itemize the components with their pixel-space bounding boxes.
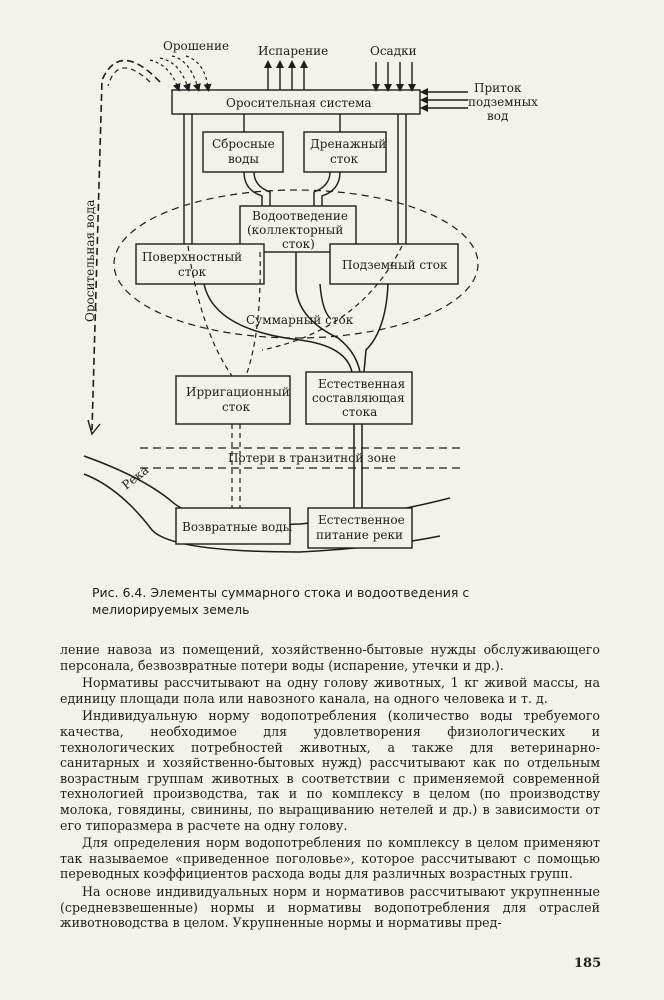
evaporation-label: Испарение [258,44,329,58]
return-water-label: Возвратные воды [182,520,293,534]
bottom-connectors-solid [354,424,362,508]
paragraph-4: Для определения норм водопотребления по комплексу в целом применяют так называемое «приведенное поголовье», которое рассчитывают с помощью переводных коэффициентов расхода воды для различных возрастных групп. [60,835,600,882]
irrigation-water-loop-inner [108,68,150,86]
groundwater-inflow-line-3: вод [487,109,509,123]
paragraph-2: Нормативы рассчитывают на одну голову животных, 1 кг живой массы, на единицу площади пола или навозного канала, на одного человека и т. д. [60,675,600,706]
natural-component-label: Естественная составляющая стока [312,377,406,419]
disposal-inflow-curves [244,172,340,206]
precipitation-label: Осадки [370,44,417,58]
body-text [60,642,600,933]
groundwater-inflow-label [468,81,542,123]
precipitation-arrows [376,62,412,88]
paragraph-1: ление навоза из помещений, хозяйственно-бытовые нужды обслуживающего персонала, безвозвратные потери воды (испарение, утечки и др.). [60,642,600,673]
caption-text: Элементы суммарного стока и водоотведения с мелиорируемых земель [92,585,470,617]
irrigation-water-label: Оросительная вода [83,199,97,322]
caption-number: Рис. 6.4. [92,585,147,600]
groundwater-inflow-arrows [424,92,468,108]
natural-feed-label: Естественное питание реки [316,513,405,542]
bottom-connectors-dashed [232,424,240,508]
paragraph-5: На основе индивидуальных норм и нормативов рассчитывают укрупненные (средневзвешенные) нормы и нормативы водопотребления для отраслей животноводства в целом. Укрупненные нормы и нормативы пред- [60,883,600,931]
water-disposal-label: Водоотведение (коллекторный сток) [247,209,348,251]
groundwater-inflow-line-1: Приток [474,81,522,95]
groundwater-inflow-line-2: подземных [468,95,538,109]
paragraph-3: Индивидуальную норму водопотребления (количество воды требуемого качества, необходимое для удовлетворения физиологических и технологических потребностей животных, а также для ветеринарно-санитарных и хозяйственно-бытовых нужд) рассчитывают как по отдельным возрастным группам животных в соответствии с применяемой современной технологией производства, так и по комплексу в целом (по производству молока, говядины, свинины, по выращиванию нетелей и др.) в зависимости от его типоразмера в расчете на одну голову. [60,708,600,833]
irrigation-flow-label: Ирригационный сток [186,385,290,414]
total-flow-label: Суммарный сток [246,313,354,327]
figure-caption [92,584,562,618]
irrigation-arrows [150,56,208,88]
page-number: 185 [574,956,602,971]
waste-water-label: Сбросные воды [212,137,275,166]
river-label: Река [119,462,152,493]
underground-flow-label: Подземный сток [342,258,448,272]
surface-flow-label: Поверхностный сток [142,250,243,279]
evaporation-arrows [268,64,304,90]
irrigation-label: Орошение [163,39,230,53]
transit-losses-label: Потери в транзитной зоне [228,451,397,465]
drainage-flow-label: Дренажный сток [310,137,387,166]
irrigation-water-loop-arrow [88,420,100,434]
irrigation-system-label: Оросительная система [226,96,372,110]
